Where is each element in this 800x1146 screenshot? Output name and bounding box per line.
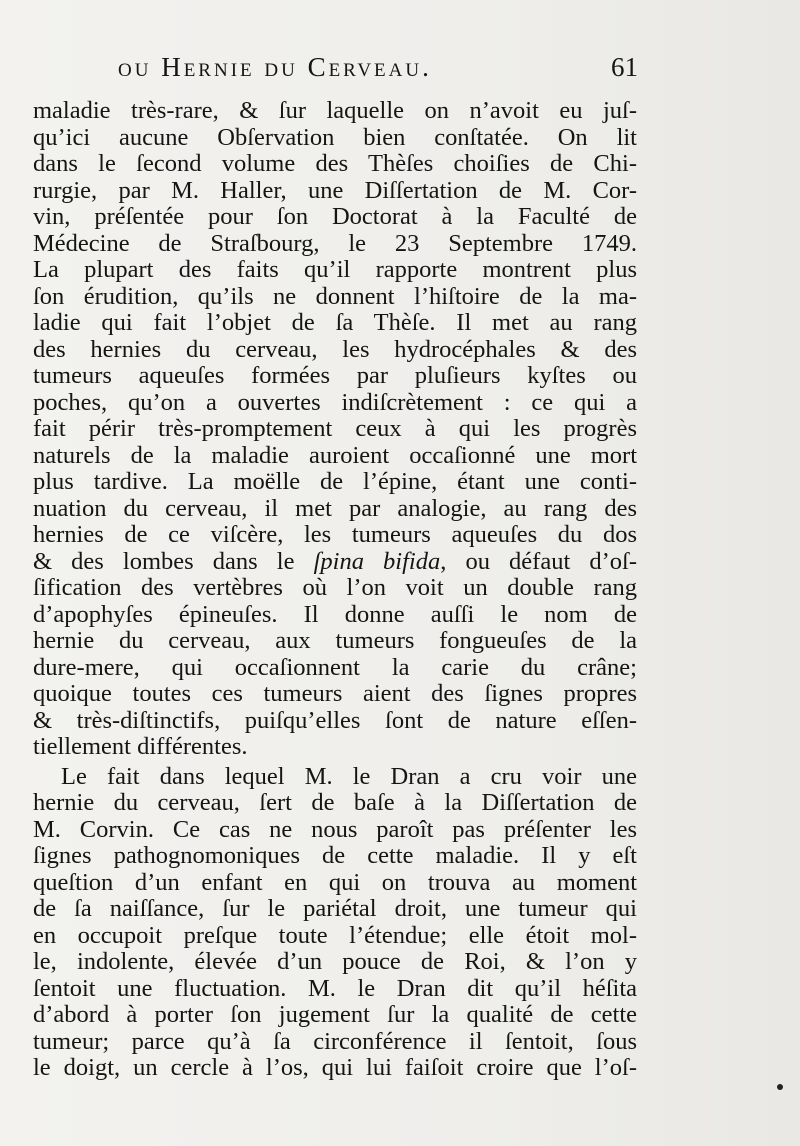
- text-line: ſon érudition, qu’ils ne donnent l’hiſtoire de la ma-: [33, 282, 637, 310]
- body-text: [33, 98, 637, 1082]
- text-line: le doigt, un cercle à l’os, qui lui faiſoit croire que l’oſ-: [33, 1054, 637, 1081]
- text-line: plus tardive. La moëlle de l’épine, étant une conti-: [33, 468, 637, 495]
- running-title: ou Hernie du Cerveau.: [118, 52, 432, 82]
- text-line: ladie qui fait l’objet de ſa Thèſe. Il met au rang: [33, 309, 637, 336]
- page-header: [118, 52, 638, 92]
- text-line: maladie très-rare, & ſur laquelle on n’avoit eu juſ-: [33, 97, 637, 124]
- text-line: des hernies du cerveau, les hydrocéphales & des: [33, 335, 637, 363]
- text-line: M. Corvin. Ce cas ne nous paroît pas préſenter les: [33, 815, 637, 843]
- paragraph-start-line: Le fait dans lequel M. le Dran a cru voir une: [61, 762, 637, 790]
- text-line: tumeurs aqueuſes formées par pluſieurs kyſtes ou: [33, 362, 637, 389]
- page-number: 61: [611, 52, 638, 82]
- text-line: & très-diſtinctifs, puiſqu’elles ſont de nature eſſen-: [33, 706, 637, 734]
- text-line: le, indolente, élevée d’un pouce de Roi, & l’on y: [33, 948, 637, 975]
- text-line: ſentoit une fluctuation. M. le Dran dit qu’il héſita: [33, 974, 637, 1002]
- text-line: hernies de ce viſcère, les tumeurs aqueuſes du dos: [33, 521, 637, 548]
- text-line: Médecine de Straſbourg, le 23 Septembre 1749.: [33, 229, 637, 257]
- text-line: vin, préſentée pour ſon Doctorat à la Faculté de: [33, 203, 637, 230]
- text-line: en occupoit preſque toute l’étendue; elle étoit mol-: [33, 921, 637, 949]
- text-line: La plupart des faits qu’il rapporte montrent plus: [33, 256, 637, 283]
- text-line: fait périr très-promptement ceux à qui les progrès: [33, 415, 637, 442]
- text-line: naturels de la maladie auroient occaſionné une mort: [33, 441, 637, 469]
- text-line: tumeur; parce qu’à ſa circonférence il ſentoit, ſous: [33, 1027, 637, 1055]
- text-line: ſignes pathognomoniques de cette maladie. Il y eſt: [33, 842, 637, 869]
- text-line: dure-mere, qui occaſionnent la carie du crâne;: [33, 653, 637, 681]
- text-line-with-italic: [33, 549, 637, 576]
- text-line: ſification des vertèbres où l’on voit un double rang: [33, 574, 637, 601]
- text-line: hernie du cerveau, aux tumeurs fongueuſes de la: [33, 627, 637, 654]
- text-line: hernie du cerveau, ſert de baſe à la Diſſertation de: [33, 789, 637, 816]
- text-line: qu’ici aucune Obſervation bien conſtatée. On lit: [33, 123, 637, 151]
- paragraph-end-line: tiellement différentes.: [33, 733, 248, 760]
- italic-term: ſpina bifida: [313, 547, 441, 575]
- text-line: rurgie, par M. Haller, une Diſſertation de M. Cor-: [33, 176, 637, 204]
- text-line: poches, qu’on a ouvertes indiſcrètement : ce qui a: [33, 388, 637, 416]
- text-line: d’apophyſes épineuſes. Il donne auſſi le nom de: [33, 600, 637, 628]
- text-line: dans le ſecond volume des Thèſes choiſies de Chi-: [33, 150, 637, 177]
- text-line: quoique toutes ces tumeurs aient des ſignes propres: [33, 680, 637, 707]
- text-segment: & des lombes dans le: [33, 547, 314, 575]
- text-line: de ſa naiſſance, ſur le pariétal droit, une tumeur qui: [33, 895, 637, 922]
- text-line: nuation du cerveau, il met par analogie, au rang des: [33, 494, 637, 522]
- text-line: d’abord à porter ſon jugement ſur la qualité de cette: [33, 1001, 637, 1028]
- ink-spot: [777, 1084, 783, 1090]
- text-segment: , ou défaut d’oſ-: [440, 547, 637, 575]
- text-line: queſtion d’un enfant en qui on trouva au moment: [33, 868, 637, 896]
